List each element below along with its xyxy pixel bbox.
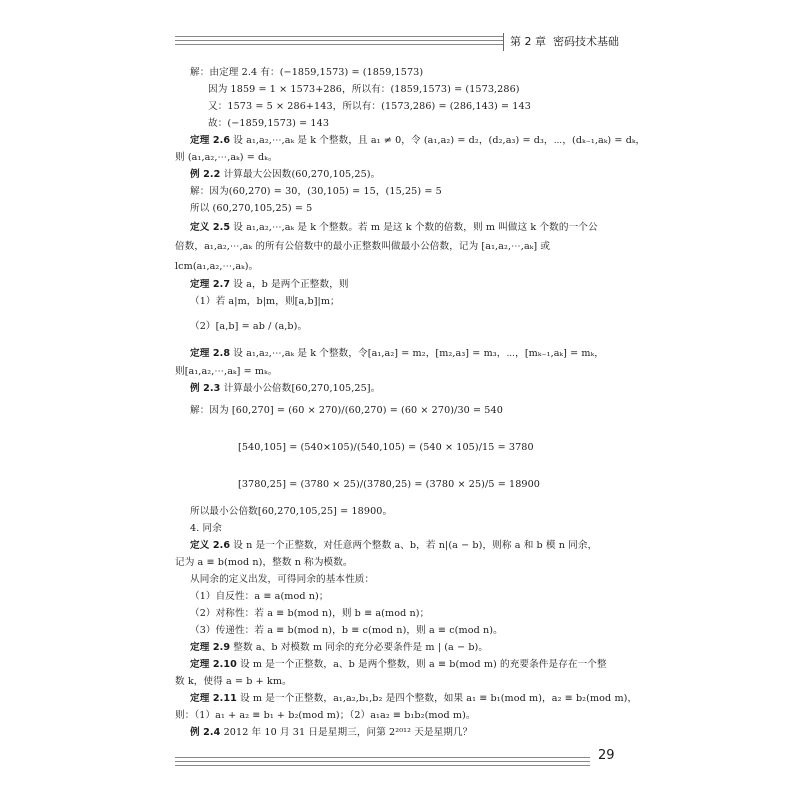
line-text: 整数 a、b 对模数 m 同余的充分必要条件是 m | (a − b)。	[233, 642, 489, 653]
chapter-number: 第 2 章	[510, 35, 546, 48]
text-line	[190, 404, 503, 418]
line-text: [3780,25] = (3780 × 25)/(3780,25) = (3780 × 25)/5 = 18900	[238, 479, 541, 490]
text-line	[190, 726, 472, 740]
line-text: 所以 (60,270,105,25) = 5	[190, 203, 313, 214]
theorem-label: 定理 2.11	[190, 693, 237, 704]
theorem-label: 定义 2.5	[190, 222, 231, 233]
line-text: 从同余的定义出发，可得同余的基本性质：	[190, 574, 375, 585]
text-line	[190, 624, 503, 638]
line-text: 计算最小公倍数[60,270,105,25]。	[223, 383, 381, 394]
text-line	[190, 607, 429, 621]
line-text: 则[a₁,a₂,⋯,aₖ] = mₖ。	[175, 366, 278, 377]
theorem-label: 定义 2.6	[190, 540, 231, 551]
text-line	[238, 478, 540, 492]
theorem-label: 定理 2.7	[190, 279, 231, 290]
text-line	[190, 278, 349, 292]
line-text: 解：由定理 2.4 有：(−1859,1573) = (1859,1573)	[190, 67, 424, 78]
line-text: 倍数，a₁,a₂,⋯,aₖ 的所有公倍数中的最小正整数叫做最小公倍数，记为 [a₁,a₂,⋯,aₖ] 或	[175, 241, 551, 252]
line-text: 故：(−1859,1573) = 143	[208, 118, 330, 129]
theorem-label: 例 2.4	[190, 727, 221, 738]
text-line	[190, 295, 340, 309]
line-text: （3）传递性：若 a ≡ b(mod n)，b ≡ c(mod n)，则 a ≡ c(mod n)。	[190, 625, 503, 636]
theorem-label: 例 2.3	[190, 383, 221, 394]
text-line	[175, 260, 258, 274]
text-line	[190, 692, 637, 706]
page-number: 29	[598, 748, 615, 763]
line-text: 设 n 是一个正整数，对任意两个整数 a、b，若 n|(a − b)，则称 a 和 b 模 n 同余，	[233, 540, 598, 551]
text-line	[190, 573, 374, 587]
text-line	[175, 240, 550, 254]
line-text: 因为 1859 = 1 × 1573+286，所以有：(1859,1573) = (1573,286)	[208, 84, 520, 95]
line-text: 2012 年 10 月 31 日是星期三，问第 2²⁰¹² 天是星期几？	[223, 727, 473, 738]
text-line	[208, 83, 520, 97]
text-line	[208, 117, 329, 131]
text-line	[190, 522, 222, 536]
text-line	[190, 590, 329, 604]
line-text: 4. 同余	[190, 523, 222, 534]
theorem-label: 例 2.2	[190, 169, 221, 180]
footer-rule	[175, 757, 590, 769]
theorem-label: 定理 2.10	[190, 659, 237, 670]
theorem-label: 定理 2.9	[190, 642, 231, 653]
text-line	[175, 365, 277, 379]
text-line	[190, 66, 423, 80]
text-line	[175, 556, 353, 570]
text-line	[190, 641, 488, 655]
text-line	[175, 675, 292, 689]
text-line	[238, 441, 534, 455]
line-text: 设 a₁,a₂,⋯,aₖ 是 k 个整数，令[a₁,a₂] = m₂，[m₂,a₃] = m₃，⋯，[mₖ₋₁,aₖ] = mₖ，	[233, 348, 604, 359]
text-line	[190, 134, 645, 148]
line-text: lcm(a₁,a₂,⋯,aₖ)。	[175, 261, 259, 272]
text-line	[208, 100, 531, 114]
text-line	[190, 658, 607, 672]
line-text: 则：（1）a₁ + a₂ ≡ b₁ + b₂(mod m)；（2）a₁a₂ ≡ b₁b₂(mod m)。	[175, 710, 476, 721]
line-text: （1）若 a|m，b|m，则[a,b]|m；	[190, 296, 340, 307]
line-text: [540,105] = (540×105)/(540,105) = (540 × 105)/15 = 3780	[238, 442, 534, 453]
line-text: 设 a₁,a₂,⋯,aₖ 是 k 个整数。若 m 是这 k 个数的倍数，则 m 叫做这 k 个数的一个公	[233, 222, 598, 233]
text-line	[175, 151, 278, 165]
line-text: 记为 a ≡ b(mod n)，整数 n 称为模数。	[175, 557, 353, 568]
text-line	[190, 185, 442, 199]
line-text: （2）[a,b] = ab / (a,b)。	[190, 321, 308, 332]
line-text: 设 a₁,a₂,⋯,aₖ 是 k 个整数，且 a₁ ≠ 0，令 (a₁,a₂) = d₂，(d₂,a₃) = d₃，⋯，(dₖ₋₁,aₖ) = dₖ，	[233, 135, 646, 146]
text-line	[190, 505, 392, 519]
line-text: 解：因为 [60,270] = (60 × 270)/(60,270) = (60 × 270)/30 = 540	[190, 405, 503, 416]
text-line	[190, 168, 380, 182]
line-text: 则 (a₁,a₂,⋯,aₖ) = dₖ。	[175, 152, 278, 163]
text-line	[190, 539, 597, 553]
running-header	[503, 33, 625, 51]
text-line	[190, 202, 312, 216]
line-text: 数 k，使得 a = b + km。	[175, 676, 292, 687]
text-line	[190, 382, 380, 396]
text-line	[175, 709, 476, 723]
theorem-label: 定理 2.8	[190, 348, 231, 359]
line-text: 又：1573 = 5 × 286+143，所以有：(1573,286) = (286,143) = 143	[208, 101, 531, 112]
line-text: 设 a，b 是两个正整数，则	[233, 279, 349, 290]
theorem-label: 定理 2.6	[190, 135, 231, 146]
text-line	[190, 320, 307, 334]
line-text: 设 m 是一个正整数，a₁,a₂,b₁,b₂ 是四个整数，如果 a₁ ≡ b₁(mod m)，a₂ ≡ b₂(mod m)，	[240, 693, 638, 704]
line-text: 设 m 是一个正整数，a、b 是两个整数，则 a ≡ b(mod m) 的充要条件是存在一个整	[240, 659, 607, 670]
chapter-title: 密码技术基础	[553, 35, 619, 48]
line-text: 所以最小公倍数[60,270,105,25] = 18900。	[190, 506, 393, 517]
line-text: （2）对称性：若 a ≡ b(mod n)，则 b ≡ a(mod n)；	[190, 608, 430, 619]
line-text: （1）自反性：a ≡ a(mod n)；	[190, 591, 329, 602]
line-text: 解：因为(60,270) = 30，(30,105) = 15，(15,25) = 5	[190, 186, 442, 197]
line-text: 计算最大公因数(60,270,105,25)。	[223, 169, 381, 180]
text-line	[190, 347, 604, 361]
text-line	[190, 221, 598, 235]
